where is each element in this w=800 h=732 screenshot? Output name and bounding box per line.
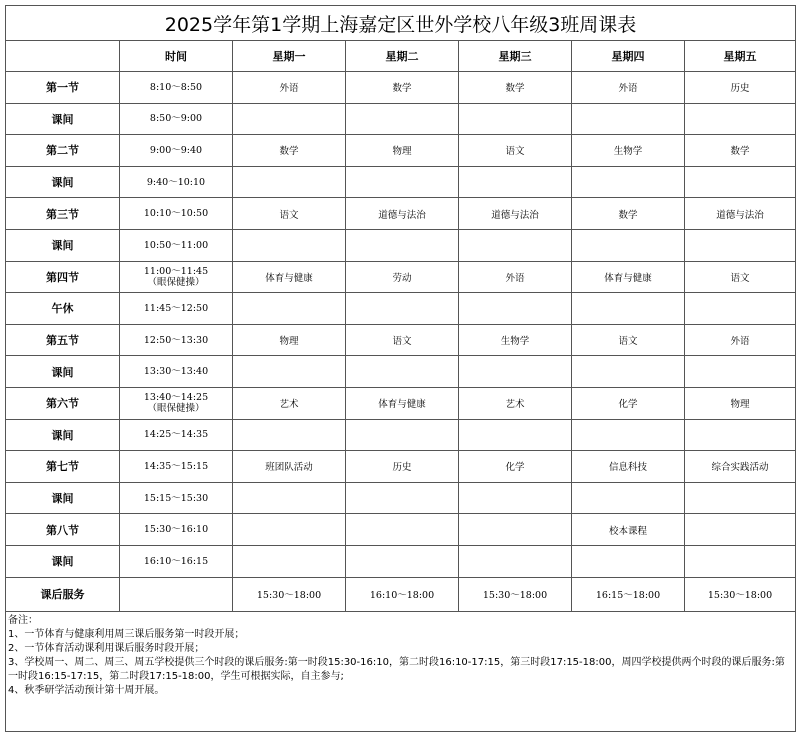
- service-label: 课后服务: [6, 577, 120, 611]
- table-row: [6, 293, 796, 325]
- subject-cell-thu: 化学: [572, 387, 685, 419]
- period-time: [120, 324, 233, 356]
- subject-cell-tue: [346, 229, 459, 261]
- notes-heading: 备注：: [8, 614, 38, 626]
- subject-cell-wed: [459, 229, 572, 261]
- subject-cell-mon: [233, 545, 346, 577]
- subject-cell-thu: 体育与健康: [572, 261, 685, 293]
- subject-cell-thu: [572, 356, 685, 388]
- subject-cell-mon: [233, 293, 346, 325]
- table-row: [6, 135, 796, 167]
- period-time-range: 16:10～16:15: [143, 555, 209, 567]
- subject-cell-wed: [459, 419, 572, 451]
- subject-cell-tue: 物理: [346, 135, 459, 167]
- period-time: [120, 72, 233, 104]
- subject-cell-mon: [233, 229, 346, 261]
- period-time: [120, 451, 233, 483]
- note-line: 2、一节体育活动课利用课后服务时段开展；: [8, 642, 205, 654]
- period-time-range: 8:50～9:00: [149, 113, 203, 125]
- period-time: [120, 261, 233, 293]
- subject-cell-fri: [685, 356, 796, 388]
- subject-cell-thu: [572, 293, 685, 325]
- period-label: 第一节: [6, 72, 120, 104]
- period-time-range: 9:40～10:10: [146, 176, 206, 188]
- header-day-wed: 星期三: [459, 41, 572, 72]
- subject-cell-fri: [685, 545, 796, 577]
- subject-cell-wed: 生物学: [459, 324, 572, 356]
- note-line: 3、学校周一、周二、周三、周五学校提供三个时段的课后服务:第一时段15:30-16:10，第二时段16:10-17:15，第三时段17:15-18:00，周四学校提供两个时段的课后服务:第一时段16:15-17:15，第二时段17:15-18:00，学生可根据实际，自主参与;: [8, 656, 785, 682]
- table-row: [6, 198, 796, 230]
- timetable: [5, 5, 796, 732]
- subject-cell-tue: [346, 166, 459, 198]
- subject-cell-tue: [346, 545, 459, 577]
- period-time: [120, 135, 233, 167]
- service-time: [120, 577, 233, 611]
- period-time: [120, 356, 233, 388]
- period-label: 第八节: [6, 514, 120, 546]
- header-day-thu: 星期四: [572, 41, 685, 72]
- timetable-sheet: [5, 5, 795, 732]
- subject-cell-mon: 班团队活动: [233, 451, 346, 483]
- period-time-note: （眼保健操）: [147, 403, 205, 415]
- header-day-fri: 星期五: [685, 41, 796, 72]
- subject-cell-wed: [459, 103, 572, 135]
- subject-cell-wed: [459, 166, 572, 198]
- subject-cell-mon: 物理: [233, 324, 346, 356]
- subject-cell-tue: [346, 514, 459, 546]
- subject-cell-tue: 体育与健康: [346, 387, 459, 419]
- subject-cell-thu: 信息科技: [572, 451, 685, 483]
- subject-cell-mon: [233, 103, 346, 135]
- subject-cell-thu: 校本课程: [572, 514, 685, 546]
- period-label: 午休: [6, 293, 120, 325]
- period-time: [120, 482, 233, 514]
- subject-cell-mon: [233, 514, 346, 546]
- subject-cell-mon: 艺术: [233, 387, 346, 419]
- subject-cell-fri: 物理: [685, 387, 796, 419]
- period-label: 第二节: [6, 135, 120, 167]
- subject-cell-wed: [459, 356, 572, 388]
- subject-cell-mon: 外语: [233, 72, 346, 104]
- subject-cell-mon: 语文: [233, 198, 346, 230]
- table-row: [6, 482, 796, 514]
- subject-cell-wed: [459, 482, 572, 514]
- header-row: [6, 41, 796, 72]
- subject-cell-fri: [685, 229, 796, 261]
- subject-cell-mon: [233, 482, 346, 514]
- period-time-range: 10:10～10:50: [143, 208, 209, 220]
- period-label: 课间: [6, 419, 120, 451]
- service-tue: 16:10～18:00: [346, 577, 459, 611]
- table-row: [6, 419, 796, 451]
- subject-cell-mon: 数学: [233, 135, 346, 167]
- subject-cell-fri: [685, 482, 796, 514]
- subject-cell-wed: [459, 545, 572, 577]
- table-row: [6, 514, 796, 546]
- subject-cell-fri: 综合实践活动: [685, 451, 796, 483]
- period-label: 课间: [6, 103, 120, 135]
- period-label: 课间: [6, 229, 120, 261]
- period-time-range: 9:00～9:40: [149, 144, 203, 156]
- period-time-range: 15:30～16:10: [143, 524, 209, 536]
- period-label: 课间: [6, 545, 120, 577]
- period-label: 第七节: [6, 451, 120, 483]
- subject-cell-tue: [346, 356, 459, 388]
- header-day-mon: 星期一: [233, 41, 346, 72]
- period-time: [120, 293, 233, 325]
- period-time: [120, 198, 233, 230]
- service-mon: 15:30～18:00: [233, 577, 346, 611]
- header-period: [6, 41, 120, 72]
- subject-cell-thu: 外语: [572, 72, 685, 104]
- subject-cell-thu: [572, 103, 685, 135]
- page-title: 2025学年第1学期上海嘉定区世外学校八年级3班周课表: [6, 6, 796, 41]
- subject-cell-tue: 数学: [346, 72, 459, 104]
- subject-cell-mon: [233, 356, 346, 388]
- period-time: [120, 229, 233, 261]
- subject-cell-tue: [346, 482, 459, 514]
- notes-row: [6, 611, 796, 731]
- period-time-note: （眼保健操）: [147, 276, 205, 288]
- period-time: [120, 419, 233, 451]
- period-label: 第四节: [6, 261, 120, 293]
- subject-cell-fri: [685, 514, 796, 546]
- header-time: 时间: [120, 41, 233, 72]
- service-fri: 15:30～18:00: [685, 577, 796, 611]
- subject-cell-fri: [685, 166, 796, 198]
- period-time-range: 13:40～14:25: [143, 392, 209, 404]
- subject-cell-thu: [572, 482, 685, 514]
- table-row: [6, 387, 796, 419]
- period-time-range: 13:30～13:40: [143, 366, 209, 378]
- subject-cell-fri: 数学: [685, 135, 796, 167]
- subject-cell-mon: [233, 166, 346, 198]
- subject-cell-thu: 生物学: [572, 135, 685, 167]
- period-time: [120, 387, 233, 419]
- period-label: 课间: [6, 482, 120, 514]
- subject-cell-thu: [572, 419, 685, 451]
- notes: [6, 611, 796, 731]
- table-row: [6, 103, 796, 135]
- period-time-range: 8:10～8:50: [149, 81, 203, 93]
- period-time-range: 10:50～11:00: [143, 239, 209, 251]
- service-wed: 15:30～18:00: [459, 577, 572, 611]
- subject-cell-thu: [572, 545, 685, 577]
- period-time: [120, 545, 233, 577]
- table-row: [6, 72, 796, 104]
- period-time-range: 15:15～15:30: [143, 492, 209, 504]
- subject-cell-wed: [459, 293, 572, 325]
- subject-cell-tue: 劳动: [346, 261, 459, 293]
- subject-cell-wed: 外语: [459, 261, 572, 293]
- subject-cell-wed: 艺术: [459, 387, 572, 419]
- subject-cell-wed: 道德与法治: [459, 198, 572, 230]
- subject-cell-wed: [459, 514, 572, 546]
- period-time: [120, 103, 233, 135]
- table-row: [6, 324, 796, 356]
- period-time-range: 12:50～13:30: [143, 334, 209, 346]
- subject-cell-fri: [685, 103, 796, 135]
- period-time-range: 11:00～11:45: [143, 265, 209, 277]
- subject-cell-tue: [346, 419, 459, 451]
- subject-cell-fri: [685, 293, 796, 325]
- subject-cell-fri: 外语: [685, 324, 796, 356]
- period-label: 第五节: [6, 324, 120, 356]
- subject-cell-fri: 道德与法治: [685, 198, 796, 230]
- period-time-range: 11:45～12:50: [143, 302, 209, 314]
- period-time: [120, 514, 233, 546]
- subject-cell-tue: 历史: [346, 451, 459, 483]
- subject-cell-thu: 语文: [572, 324, 685, 356]
- table-row: [6, 356, 796, 388]
- header-day-tue: 星期二: [346, 41, 459, 72]
- subject-cell-wed: 化学: [459, 451, 572, 483]
- subject-cell-thu: 数学: [572, 198, 685, 230]
- subject-cell-fri: 语文: [685, 261, 796, 293]
- subject-cell-wed: 语文: [459, 135, 572, 167]
- period-label: 第三节: [6, 198, 120, 230]
- subject-cell-thu: [572, 229, 685, 261]
- subject-cell-tue: 语文: [346, 324, 459, 356]
- period-time-range: 14:35～15:15: [143, 460, 209, 472]
- subject-cell-tue: [346, 103, 459, 135]
- subject-cell-mon: [233, 419, 346, 451]
- service-thu: 16:15～18:00: [572, 577, 685, 611]
- period-time: [120, 166, 233, 198]
- after-school-service-row: [6, 577, 796, 611]
- note-line: 1、一节体育与健康利用周三课后服务第一时段开展；: [8, 628, 245, 640]
- subject-cell-thu: [572, 166, 685, 198]
- table-row: [6, 261, 796, 293]
- period-label: 第六节: [6, 387, 120, 419]
- table-row: [6, 451, 796, 483]
- subject-cell-wed: 数学: [459, 72, 572, 104]
- period-label: 课间: [6, 166, 120, 198]
- table-row: [6, 229, 796, 261]
- table-row: [6, 545, 796, 577]
- subject-cell-tue: 道德与法治: [346, 198, 459, 230]
- subject-cell-mon: 体育与健康: [233, 261, 346, 293]
- period-label: 课间: [6, 356, 120, 388]
- period-time-range: 14:25～14:35: [143, 429, 209, 441]
- subject-cell-tue: [346, 293, 459, 325]
- note-line: 4、秋季研学活动预计第十周开展。: [8, 684, 165, 696]
- subject-cell-fri: 历史: [685, 72, 796, 104]
- subject-cell-fri: [685, 419, 796, 451]
- table-row: [6, 166, 796, 198]
